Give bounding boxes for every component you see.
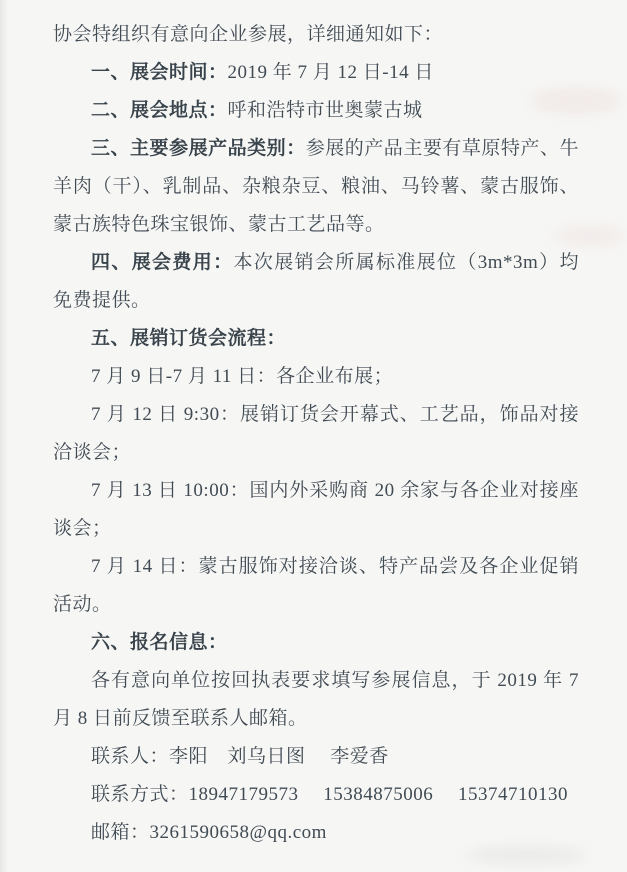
- paragraph-text: 7 月 13 日 10:00：国内外采购商 20 余家与各企业对接座谈会；: [53, 480, 579, 539]
- section-registration-heading: [53, 624, 579, 662]
- paragraph-text: 本次展销会所属标准展位（3m*3m）均免费提供。: [53, 252, 579, 311]
- section-exhibition-place: [53, 92, 579, 130]
- section-label: 五、展销订货会流程：: [91, 328, 287, 349]
- section-label: 二、展会地点：: [91, 100, 228, 121]
- paragraph-text: 联系人：李阳 刘乌日图 李爱香: [91, 746, 389, 767]
- paragraph-text: 7 月 12 日 9:30：展销订货会开幕式、工艺品，饰品对接洽谈会；: [53, 404, 579, 463]
- contact-phones: [53, 776, 579, 814]
- paragraph-text: 呼和浩特市世奥蒙古城: [227, 100, 423, 121]
- registration-instructions: [53, 662, 579, 738]
- schedule-item-setup: [53, 358, 579, 396]
- section-label: 三、主要参展产品类别：: [91, 138, 306, 159]
- paragraph-text: 各有意向单位按回执表要求填写参展信息，于 2019 年 7 月 8 日前反馈至联系人邮箱。: [53, 670, 579, 729]
- schedule-item-buyers-meeting: [53, 472, 579, 548]
- section-exhibition-fee: [53, 244, 579, 320]
- section-label: 六、报名信息：: [91, 632, 228, 653]
- paragraph-text: 7 月 9 日-7 月 11 日：各企业布展；: [91, 366, 394, 387]
- paragraph-text: 邮箱：3261590658@qq.com: [91, 822, 327, 843]
- paragraph-text: 联系方式：18947179573 15384875006 15374710130: [91, 784, 569, 805]
- contact-persons: [53, 738, 579, 776]
- section-schedule-heading: [53, 320, 579, 358]
- paragraph-text: 参展的产品主要有草原特产、牛羊肉（干）、乳制品、杂粮杂豆、粮油、马铃薯、蒙古服饰、蒙古族特色珠宝银饰、蒙古工艺品等。: [53, 138, 579, 235]
- schedule-item-opening: [53, 396, 579, 472]
- section-label: 一、展会时间：: [91, 62, 228, 83]
- paragraph-text: 7 月 14 日：蒙古服饰对接洽谈、特产品尝及各企业促销活动。: [53, 556, 579, 615]
- contact-email: [53, 814, 579, 852]
- intro-paragraph: [53, 16, 579, 54]
- section-label: 四、展会费用：: [91, 252, 234, 273]
- section-exhibition-time: [53, 54, 579, 92]
- paragraph-text: 2019 年 7 月 12 日-14 日: [227, 62, 434, 83]
- paragraph-text: 协会特组织有意向企业参展，详细通知如下：: [53, 24, 444, 45]
- schedule-item-promotion: [53, 548, 579, 624]
- section-product-categories: [53, 130, 579, 244]
